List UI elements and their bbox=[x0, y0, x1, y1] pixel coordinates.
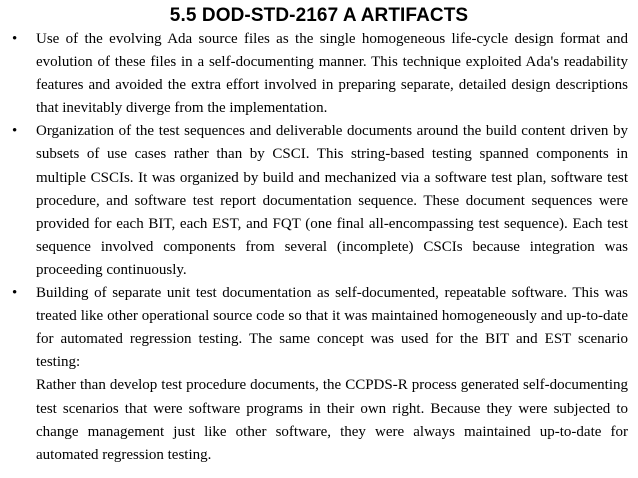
bullet-item-test-sequences bbox=[0, 120, 638, 282]
bullet-text: Use of the evolving Ada source files as the single homogeneous life-cycle design format and evolution of these files in a self-documenting manner. This technique exploited Ada's readability features and avoided the extra effort involved in preparing separate, detailed design descriptions that inevitably diverge from the implementation. bbox=[36, 31, 628, 117]
bullet-item-unit-test-documentation bbox=[0, 282, 638, 467]
bullet-item-ada-source-files bbox=[0, 28, 638, 120]
slide-title: 5.5 DOD-STD-2167 A ARTIFACTS bbox=[169, 5, 469, 26]
bullet-continuation-text: Rather than develop test procedure documents, the CCPDS-R process generated self-documenting test scenarios that were software programs in their own right. Because they were subjected to change management just like other software, they were always maintained up-to-date for automated regression testing. bbox=[36, 377, 628, 463]
bullet-text: Building of separate unit test documentation as self-documented, repeatable software. This was treated like other operational source code so that it was maintained homogeneously and up-to-date for automated regression testing. The same concept was used for the BIT and EST scenario testing: bbox=[36, 285, 628, 371]
bullet-list bbox=[0, 28, 638, 467]
bullet-text: Organization of the test sequences and deliverable documents around the build content driven by subsets of use cases rather than by CSCI. This string-based testing spanned components in multiple CSCIs. It was organized by build and mechanized via a software test plan, software test procedure, and software test report documentation sequence. These document sequences were provided for each BIT, each EST, and FQT (one final all-encompassing test sequence). Each test sequence involved components from several (incomplete) CSCIs because integration was proceeding continuously. bbox=[36, 123, 628, 278]
bullet-icon: • bbox=[12, 31, 18, 47]
bullet-icon: • bbox=[12, 123, 18, 140]
bullet-icon: • bbox=[12, 285, 18, 302]
